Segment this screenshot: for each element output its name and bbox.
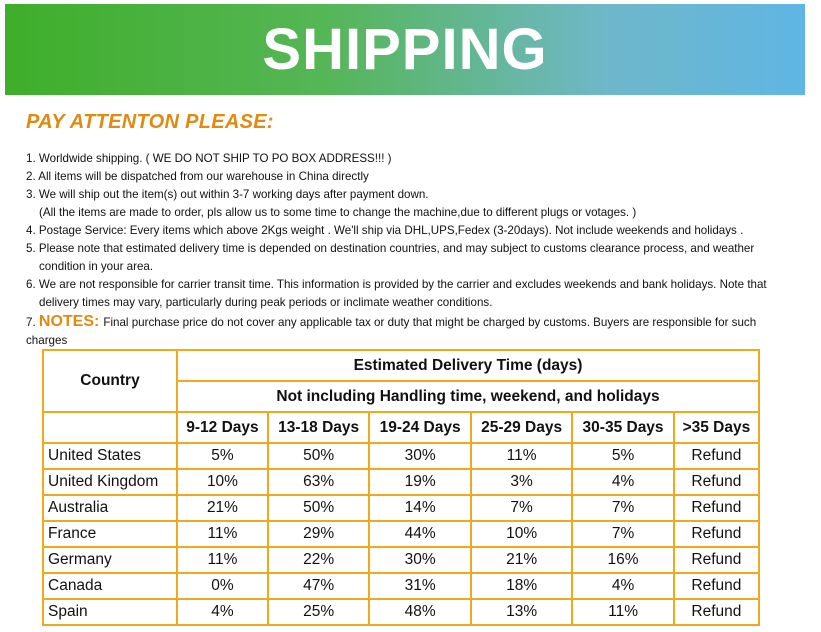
table-row: [43, 469, 759, 495]
value-cell: 48%: [369, 599, 470, 625]
value-cell: 4%: [572, 469, 673, 495]
table-row: [43, 521, 759, 547]
table-row: [43, 443, 759, 469]
shipping-notes: [26, 150, 786, 350]
note-line: 2. All items will be dispatched from our warehouse in China directly: [26, 170, 369, 183]
shipping-banner: [5, 4, 805, 95]
country-cell: Australia: [43, 495, 177, 521]
note-7-number: 7.: [26, 316, 36, 329]
value-cell: 47%: [268, 573, 369, 599]
value-cell: Refund: [674, 469, 759, 495]
note-line: 6. We are not responsible for carrier transit time. This information is provided by the carrier and excludes weekends and bank holidays. Note that: [26, 278, 767, 291]
country-cell: France: [43, 521, 177, 547]
value-cell: 11%: [177, 521, 268, 547]
table-row: [43, 599, 759, 625]
estimated-delivery-header: Estimated Delivery Time (days): [177, 350, 759, 381]
value-cell: 10%: [471, 521, 572, 547]
table-row: [43, 573, 759, 599]
value-cell: 3%: [471, 469, 572, 495]
note-line: 4. Postage Service: Every items which above 2Kgs weight . We'll ship via DHL,UPS,Fedex (3-20days). Not include weekends and holidays .: [26, 224, 744, 237]
value-cell: 21%: [471, 547, 572, 573]
value-cell: 31%: [369, 573, 470, 599]
note-line: 5. Please note that estimated delivery time is depended on destination countries, and may subject to customs clearance process, and weather: [26, 242, 755, 255]
value-cell: Refund: [674, 521, 759, 547]
value-cell: 22%: [268, 547, 369, 573]
value-cell: 4%: [177, 599, 268, 625]
value-cell: 0%: [177, 573, 268, 599]
column-header: 30-35 Days: [572, 412, 673, 443]
value-cell: 25%: [268, 599, 369, 625]
note-line: charges: [26, 334, 68, 347]
note-line: 3. We will ship out the item(s) out within 3-7 working days after payment down.: [26, 188, 429, 201]
note-line: 1. Worldwide shipping. ( WE DO NOT SHIP TO PO BOX ADDRESS!!! ): [26, 152, 392, 165]
banner-title: SHIPPING: [262, 16, 548, 82]
value-cell: 7%: [572, 495, 673, 521]
value-cell: 11%: [471, 443, 572, 469]
note-line: delivery times may vary, particularly during peak periods or inclimate weather conditions.: [39, 296, 493, 309]
country-cell: United Kingdom: [43, 469, 177, 495]
notes-label: NOTES:: [38, 313, 100, 330]
column-header: 9-12 Days: [177, 412, 268, 443]
value-cell: 10%: [177, 469, 268, 495]
country-cell: United States: [43, 443, 177, 469]
value-cell: 13%: [471, 599, 572, 625]
column-header: 19-24 Days: [369, 412, 470, 443]
value-cell: Refund: [674, 443, 759, 469]
value-cell: 21%: [177, 495, 268, 521]
country-cell: Canada: [43, 573, 177, 599]
value-cell: 16%: [572, 547, 673, 573]
table-row: [43, 547, 759, 573]
country-cell: Spain: [43, 599, 177, 625]
value-cell: 50%: [268, 495, 369, 521]
value-cell: 4%: [572, 573, 673, 599]
note-7: [26, 313, 786, 332]
note-line: (All the items are made to order, pls allow us to some time to change the machine,due to different plugs or votages. ): [39, 206, 637, 219]
country-header: Country: [43, 350, 177, 412]
handling-note-header: Not including Handling time, weekend, and holidays: [177, 381, 759, 412]
value-cell: 11%: [177, 547, 268, 573]
value-cell: Refund: [674, 495, 759, 521]
table-row: [43, 495, 759, 521]
note-line: condition in your area.: [39, 260, 154, 273]
value-cell: 19%: [369, 469, 470, 495]
value-cell: 7%: [572, 521, 673, 547]
note-7-text: Final purchase price do not cover any applicable tax or duty that might be charged by customs. Buyers are responsible for such: [103, 316, 757, 329]
value-cell: 7%: [471, 495, 572, 521]
column-header: 25-29 Days: [471, 412, 572, 443]
value-cell: Refund: [674, 573, 759, 599]
value-cell: Refund: [674, 547, 759, 573]
value-cell: 5%: [572, 443, 673, 469]
value-cell: 14%: [369, 495, 470, 521]
value-cell: 44%: [369, 521, 470, 547]
country-cell: Germany: [43, 547, 177, 573]
value-cell: 29%: [268, 521, 369, 547]
value-cell: 63%: [268, 469, 369, 495]
value-cell: Refund: [674, 599, 759, 625]
column-header: >35 Days: [674, 412, 759, 443]
value-cell: 18%: [471, 573, 572, 599]
value-cell: 5%: [177, 443, 268, 469]
value-cell: 30%: [369, 443, 470, 469]
empty-header-cell: [43, 412, 177, 443]
column-header: 13-18 Days: [268, 412, 369, 443]
value-cell: 30%: [369, 547, 470, 573]
value-cell: 11%: [572, 599, 673, 625]
delivery-time-table: [42, 349, 760, 626]
value-cell: 50%: [268, 443, 369, 469]
attention-heading: PAY ATTENTON PLEASE:: [26, 111, 274, 133]
